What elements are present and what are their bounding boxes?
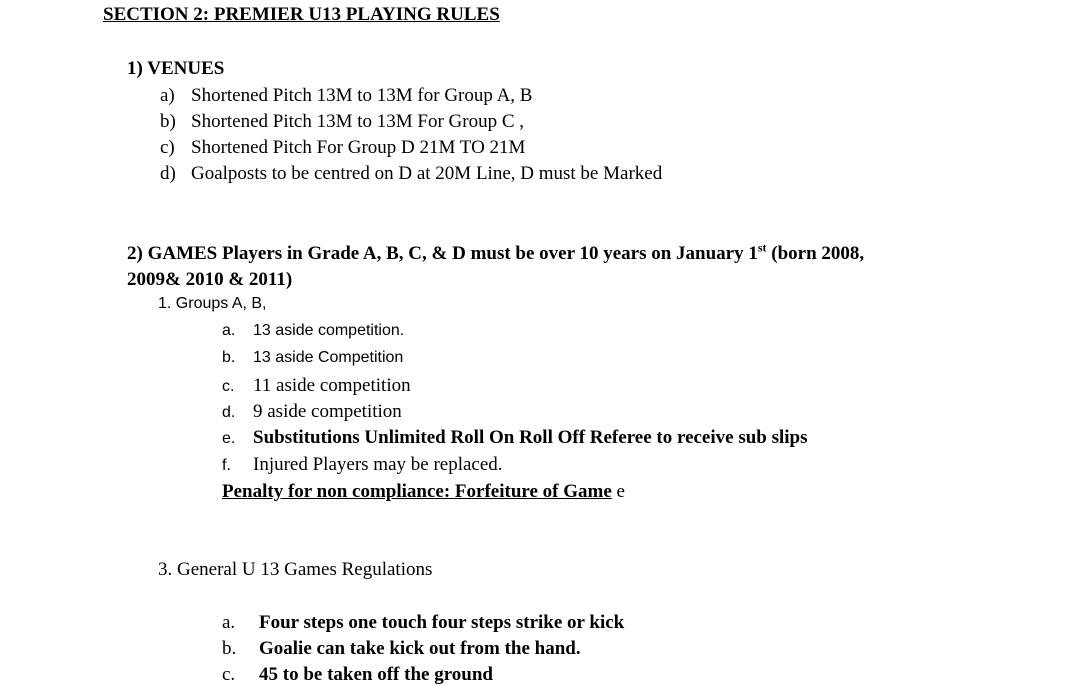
- venues-heading: 1) VENUES: [127, 58, 225, 79]
- list-item: [222, 454, 503, 476]
- list-item: [222, 349, 403, 367]
- list-marker: d): [160, 163, 176, 184]
- list-marker: b.: [222, 349, 236, 366]
- list-item: [160, 137, 525, 159]
- list-marker: c.: [222, 378, 235, 395]
- list-item-text: Substitutions Unlimited Roll On Roll Off Referee to receive sub slips: [253, 427, 808, 448]
- list-item: [222, 401, 402, 423]
- list-item: [222, 664, 493, 686]
- list-item: [222, 322, 404, 340]
- general-heading: 3. General U 13 Games Regulations: [158, 559, 433, 580]
- list-item: [222, 638, 581, 660]
- games-heading-text: 2) GAMES Players in Grade A, B, C, & D must be over 10 years on January 1: [127, 243, 758, 264]
- list-item-text: Shortened Pitch 13M to 13M for Group A, B: [191, 85, 533, 106]
- list-item-text: 11 aside competition: [253, 375, 411, 396]
- list-item: [222, 375, 411, 397]
- list-marker: a.: [222, 612, 236, 633]
- list-item: [160, 85, 532, 107]
- list-item: [222, 612, 624, 634]
- penalty-suffix: e: [611, 481, 625, 502]
- list-marker: d.: [222, 404, 236, 421]
- list-item: [160, 163, 662, 185]
- games-heading: [127, 240, 865, 265]
- list-item-text: 13 aside Competition: [253, 349, 404, 366]
- groups-label: 1. Groups A, B,: [158, 295, 267, 312]
- list-item-text: Four steps one touch four steps strike or kick: [259, 612, 625, 633]
- list-item-text: 9 aside competition: [253, 401, 402, 422]
- list-item-text: 13 aside competition.: [253, 322, 405, 339]
- list-item-text: Shortened Pitch For Group D 21M TO 21M: [191, 137, 526, 158]
- list-item: [222, 427, 808, 449]
- list-item-text: Injured Players may be replaced.: [253, 454, 503, 475]
- games-heading-line2: 2009& 2010 & 2011): [127, 269, 293, 290]
- list-item-text: Goalposts to be centred on D at 20M Line, D must be Marked: [191, 163, 663, 184]
- list-marker: b.: [222, 638, 237, 659]
- list-marker: b): [160, 111, 176, 132]
- list-item: [160, 111, 524, 133]
- list-item-text: Goalie can take kick out from the hand.: [259, 638, 581, 659]
- games-heading-text-end: (born 2008,: [766, 243, 865, 264]
- list-marker: c.: [222, 664, 236, 685]
- list-marker: c): [160, 137, 175, 158]
- penalty-text: Penalty for non compliance: Forfeiture of Game: [222, 481, 612, 502]
- list-marker: e.: [222, 430, 236, 447]
- games-heading-sup: st: [757, 240, 767, 255]
- list-item-text: 45 to be taken off the ground: [259, 664, 493, 685]
- list-marker: f.: [222, 457, 231, 474]
- penalty-note: [222, 481, 625, 503]
- section-title: SECTION 2: PREMIER U13 PLAYING RULES: [103, 4, 500, 25]
- list-item-text: Shortened Pitch 13M to 13M For Group C ,: [191, 111, 525, 132]
- list-marker: a): [160, 85, 175, 106]
- list-marker: a.: [222, 322, 236, 339]
